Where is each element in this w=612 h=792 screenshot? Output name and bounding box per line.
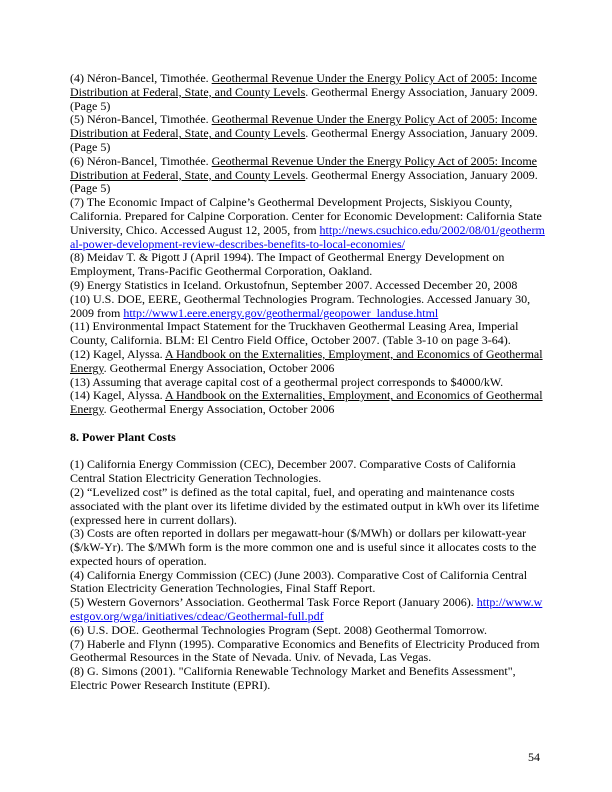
reference-text: . Geothermal Energy Association, October 2006: [103, 402, 335, 417]
reference-item: [70, 665, 546, 693]
reference-text: (7) Haberle and Flynn (1995). Comparative Economics and Benefits of Electricity Produced from Geothermal Resources in the State of Nevada. Univ. of Nevada, Las Vegas.: [70, 636, 540, 665]
hyperlink[interactable]: http://www1.eere.energy.gov/geothermal/geopower_landuse.html: [123, 305, 439, 320]
reference-text: (9) Energy Statistics in Iceland. Orkustofnun, September 2007. Accessed December 20, 2008: [70, 277, 518, 292]
hyperlink[interactable]: http://www.westgov.org/wga/initiatives/cdeac/Geothermal-full.pdf: [70, 595, 543, 624]
reference-item: [70, 596, 546, 624]
reference-item: [70, 293, 546, 321]
reference-text: (6) U.S. DOE. Geothermal Technologies Program (Sept. 2008) Geothermal Tomorrow.: [70, 622, 488, 637]
reference-item: [70, 279, 546, 293]
reference-text: (11) Environmental Impact Statement for the Truckhaven Geothermal Leasing Area, Imperial County, California. BLM: El Centro Field Office, October 2007. (Table 3-10 on page 3-64).: [70, 319, 519, 348]
reference-item: [70, 251, 546, 279]
reference-item: [70, 569, 546, 597]
reference-item: [70, 155, 546, 196]
page-number: 54: [528, 750, 540, 764]
reference-text: (4) California Energy Commission (CEC) (June 2003). Comparative Cost of California Central Station Electricity Generation Technologies, Final Staff Report.: [70, 567, 528, 596]
reference-text: (7) The Economic Impact of Calpine’s Geothermal Development Projects, Siskiyou County, California. Prepared for Calpine Corporation. Center for Economic Development: California State University, Chico. Accessed August 12, 2005, from: [70, 195, 542, 237]
reference-text: (6) Néron-Bancel, Timothée.: [70, 153, 212, 168]
reference-item: [70, 320, 546, 348]
reference-title: Geothermal Revenue Under the Energy Policy Act of 2005: Income Distribution at Federal, State, and County Levels: [70, 112, 537, 141]
reference-item: [70, 389, 546, 417]
reference-text: . Geothermal Energy Association, January 2009. (Page 5): [70, 167, 538, 196]
reference-text: (4) Néron-Bancel, Timothée.: [70, 71, 212, 85]
reference-text: (1) California Energy Commission (CEC), December 2007. Comparative Costs of California Central Station Electricity Generation Technologies.: [70, 457, 516, 486]
reference-item: [70, 624, 546, 638]
reference-item: [70, 348, 546, 376]
reference-item: [70, 72, 546, 113]
reference-item: [70, 638, 546, 666]
reference-text: . Geothermal Energy Association, October 2006: [103, 360, 335, 375]
reference-text: (10) U.S. DOE, EERE, Geothermal Technologies Program. Technologies. Accessed January 30, 2009 from: [70, 291, 531, 320]
reference-title: A Handbook on the Externalities, Employment, and Economics of Geothermal Energy: [70, 346, 543, 375]
reference-text: (5) Western Governors’ Association. Geothermal Task Force Report (January 2006).: [70, 595, 477, 610]
section-heading: 8. Power Plant Costs: [70, 429, 176, 444]
reference-title: A Handbook on the Externalities, Employment, and Economics of Geothermal Energy: [70, 388, 543, 417]
reference-text: (12) Kagel, Alyssa.: [70, 346, 165, 361]
reference-text: (13) Assuming that average capital cost of a geothermal project corresponds to $4000/kW.: [70, 374, 504, 389]
reference-title: Geothermal Revenue Under the Energy Policy Act of 2005: Income Distribution at Federal, State, and County Levels: [70, 71, 537, 99]
reference-title: Geothermal Revenue Under the Energy Policy Act of 2005: Income Distribution at Federal, State, and County Levels: [70, 153, 537, 182]
reference-text: . Geothermal Energy Association, January 2009. (Page 5): [70, 84, 538, 113]
document-body: [70, 72, 546, 693]
reference-item: [70, 486, 546, 527]
reference-item: [70, 527, 546, 568]
reference-text: (14) Kagel, Alyssa.: [70, 388, 165, 403]
reference-item: [70, 196, 546, 251]
reference-item: [70, 458, 546, 486]
reference-text: (3) Costs are often reported in dollars per megawatt-hour ($/MWh) or dollars per kilowatt-year ($/kW-Yr). The $/MWh form is the more common one and is useful since it allocates costs to the expected hours of operation.: [70, 526, 537, 568]
hyperlink[interactable]: http://news.csuchico.edu/2002/08/01/geothermal-power-development-review-describes-benefits-to-local-economies/: [70, 222, 545, 251]
reference-item: [70, 376, 546, 390]
reference-text: (5) Néron-Bancel, Timothée.: [70, 112, 212, 127]
reference-item: [70, 113, 546, 154]
reference-text: . Geothermal Energy Association, January 2009. (Page 5): [70, 126, 538, 154]
reference-text: (8) G. Simons (2001). "California Renewable Technology Market and Benefits Assessment", Electric Power Research Institute (EPRI).: [70, 664, 516, 693]
reference-text: (2) “Levelized cost” is defined as the total capital, fuel, and operating and maintenance costs associated with the plant over its lifetime divided by the estimated output in kWh over its lifetime (expressed here in current dollars).: [70, 484, 540, 527]
reference-text: (8) Meidav T. & Pigott J (April 1994). The Impact of Geothermal Energy Development on Employment, Trans-Pacific Geothermal Corporation, Oakland.: [70, 250, 505, 279]
